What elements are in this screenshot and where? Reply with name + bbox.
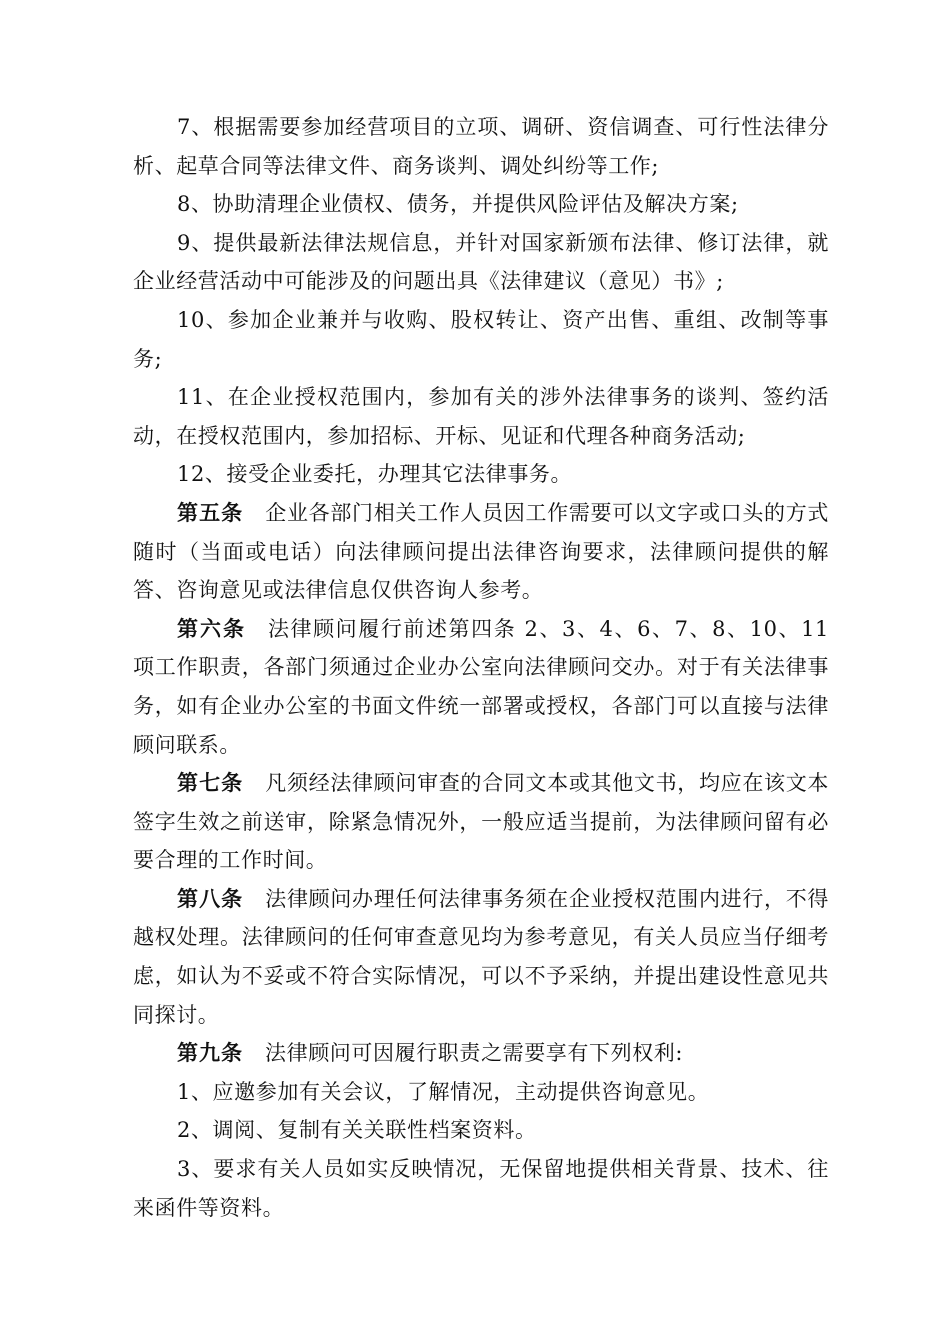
list-item (133, 108, 829, 185)
paragraph-text: 9、提供最新法律法规信息，并针对国家新颁布法律、修订法律，就企业经营活动中可能涉及的问题出具《法律建议（意见）书》; (133, 230, 829, 294)
list-item (133, 224, 829, 301)
article-paragraph (133, 1034, 829, 1073)
article-paragraph (133, 880, 829, 1034)
list-item (133, 378, 829, 455)
paragraph-text: 8、协助清理企业债权、债务，并提供风险评估及解决方案; (177, 192, 739, 217)
article-paragraph (133, 764, 829, 880)
article-paragraph (133, 610, 829, 764)
paragraph-text: 凡须经法律顾问审查的合同文本或其他文书，均应在该文本签字生效之前送审，除紧急情况外，一般应适当提前，为法律顾问留有必要合理的工作时间。 (133, 771, 829, 873)
paragraph-text: 法律顾问可因履行职责之需要享有下列权利: (265, 1041, 684, 1066)
paragraph-text: 10、参加企业兼并与收购、股权转让、资产出售、重组、改制等事务; (133, 307, 829, 371)
paragraph-text: 法律顾问履行前述第四条 2、3、4、6、7、8、10、11 项工作职责，各部门须通过企业办公室向法律顾问交办。对于有关法律事务，如有企业办公室的书面文件统一部署或授权，各部门可以直接与法律顾问联系。 (133, 616, 830, 757)
list-item (133, 455, 829, 494)
list-item (133, 1150, 829, 1227)
article-heading: 第六条 (177, 616, 246, 641)
article-heading: 第八条 (177, 886, 244, 911)
list-item (133, 185, 829, 224)
paragraph-text: 1、应邀参加有关会议，了解情况，主动提供咨询意见。 (177, 1079, 710, 1104)
document-body (133, 108, 829, 1227)
list-item (133, 1111, 829, 1150)
article-paragraph (133, 494, 829, 610)
paragraph-text: 企业各部门相关工作人员因工作需要可以文字或口头的方式随时（当面或电话）向法律顾问提出法律咨询要求，法律顾问提供的解答、咨询意见或法律信息仅供咨询人参考。 (133, 500, 829, 603)
paragraph-text: 7、根据需要参加经营项目的立项、调研、资信调查、可行性法律分析、起草合同等法律文件、商务谈判、调处纠纷等工作; (133, 115, 829, 178)
article-heading: 第五条 (177, 500, 244, 525)
paragraph-text: 3、要求有关人员如实反映情况，无保留地提供相关背景、技术、往来函件等资料。 (133, 1157, 829, 1220)
list-item (133, 1073, 829, 1112)
paragraph-text: 2、调阅、复制有关关联性档案资料。 (177, 1118, 537, 1143)
paragraph-text: 12、接受企业委托，办理其它法律事务。 (177, 462, 573, 487)
paragraph-text: 11、在企业授权范围内，参加有关的涉外法律事务的谈判、签约活动，在授权范围内，参加招标、开标、见证和代理各种商务活动; (133, 385, 829, 448)
article-heading: 第九条 (177, 1041, 243, 1066)
article-heading: 第七条 (177, 771, 244, 796)
list-item (133, 301, 829, 378)
paragraph-text: 法律顾问办理任何法律事务须在企业授权范围内进行，不得越权处理。法律顾问的任何审查意见均为参考意见，有关人员应当仔细考虑，如认为不妥或不符合实际情况，可以不予采纳，并提出建设性意见共同探讨。 (133, 886, 829, 1027)
